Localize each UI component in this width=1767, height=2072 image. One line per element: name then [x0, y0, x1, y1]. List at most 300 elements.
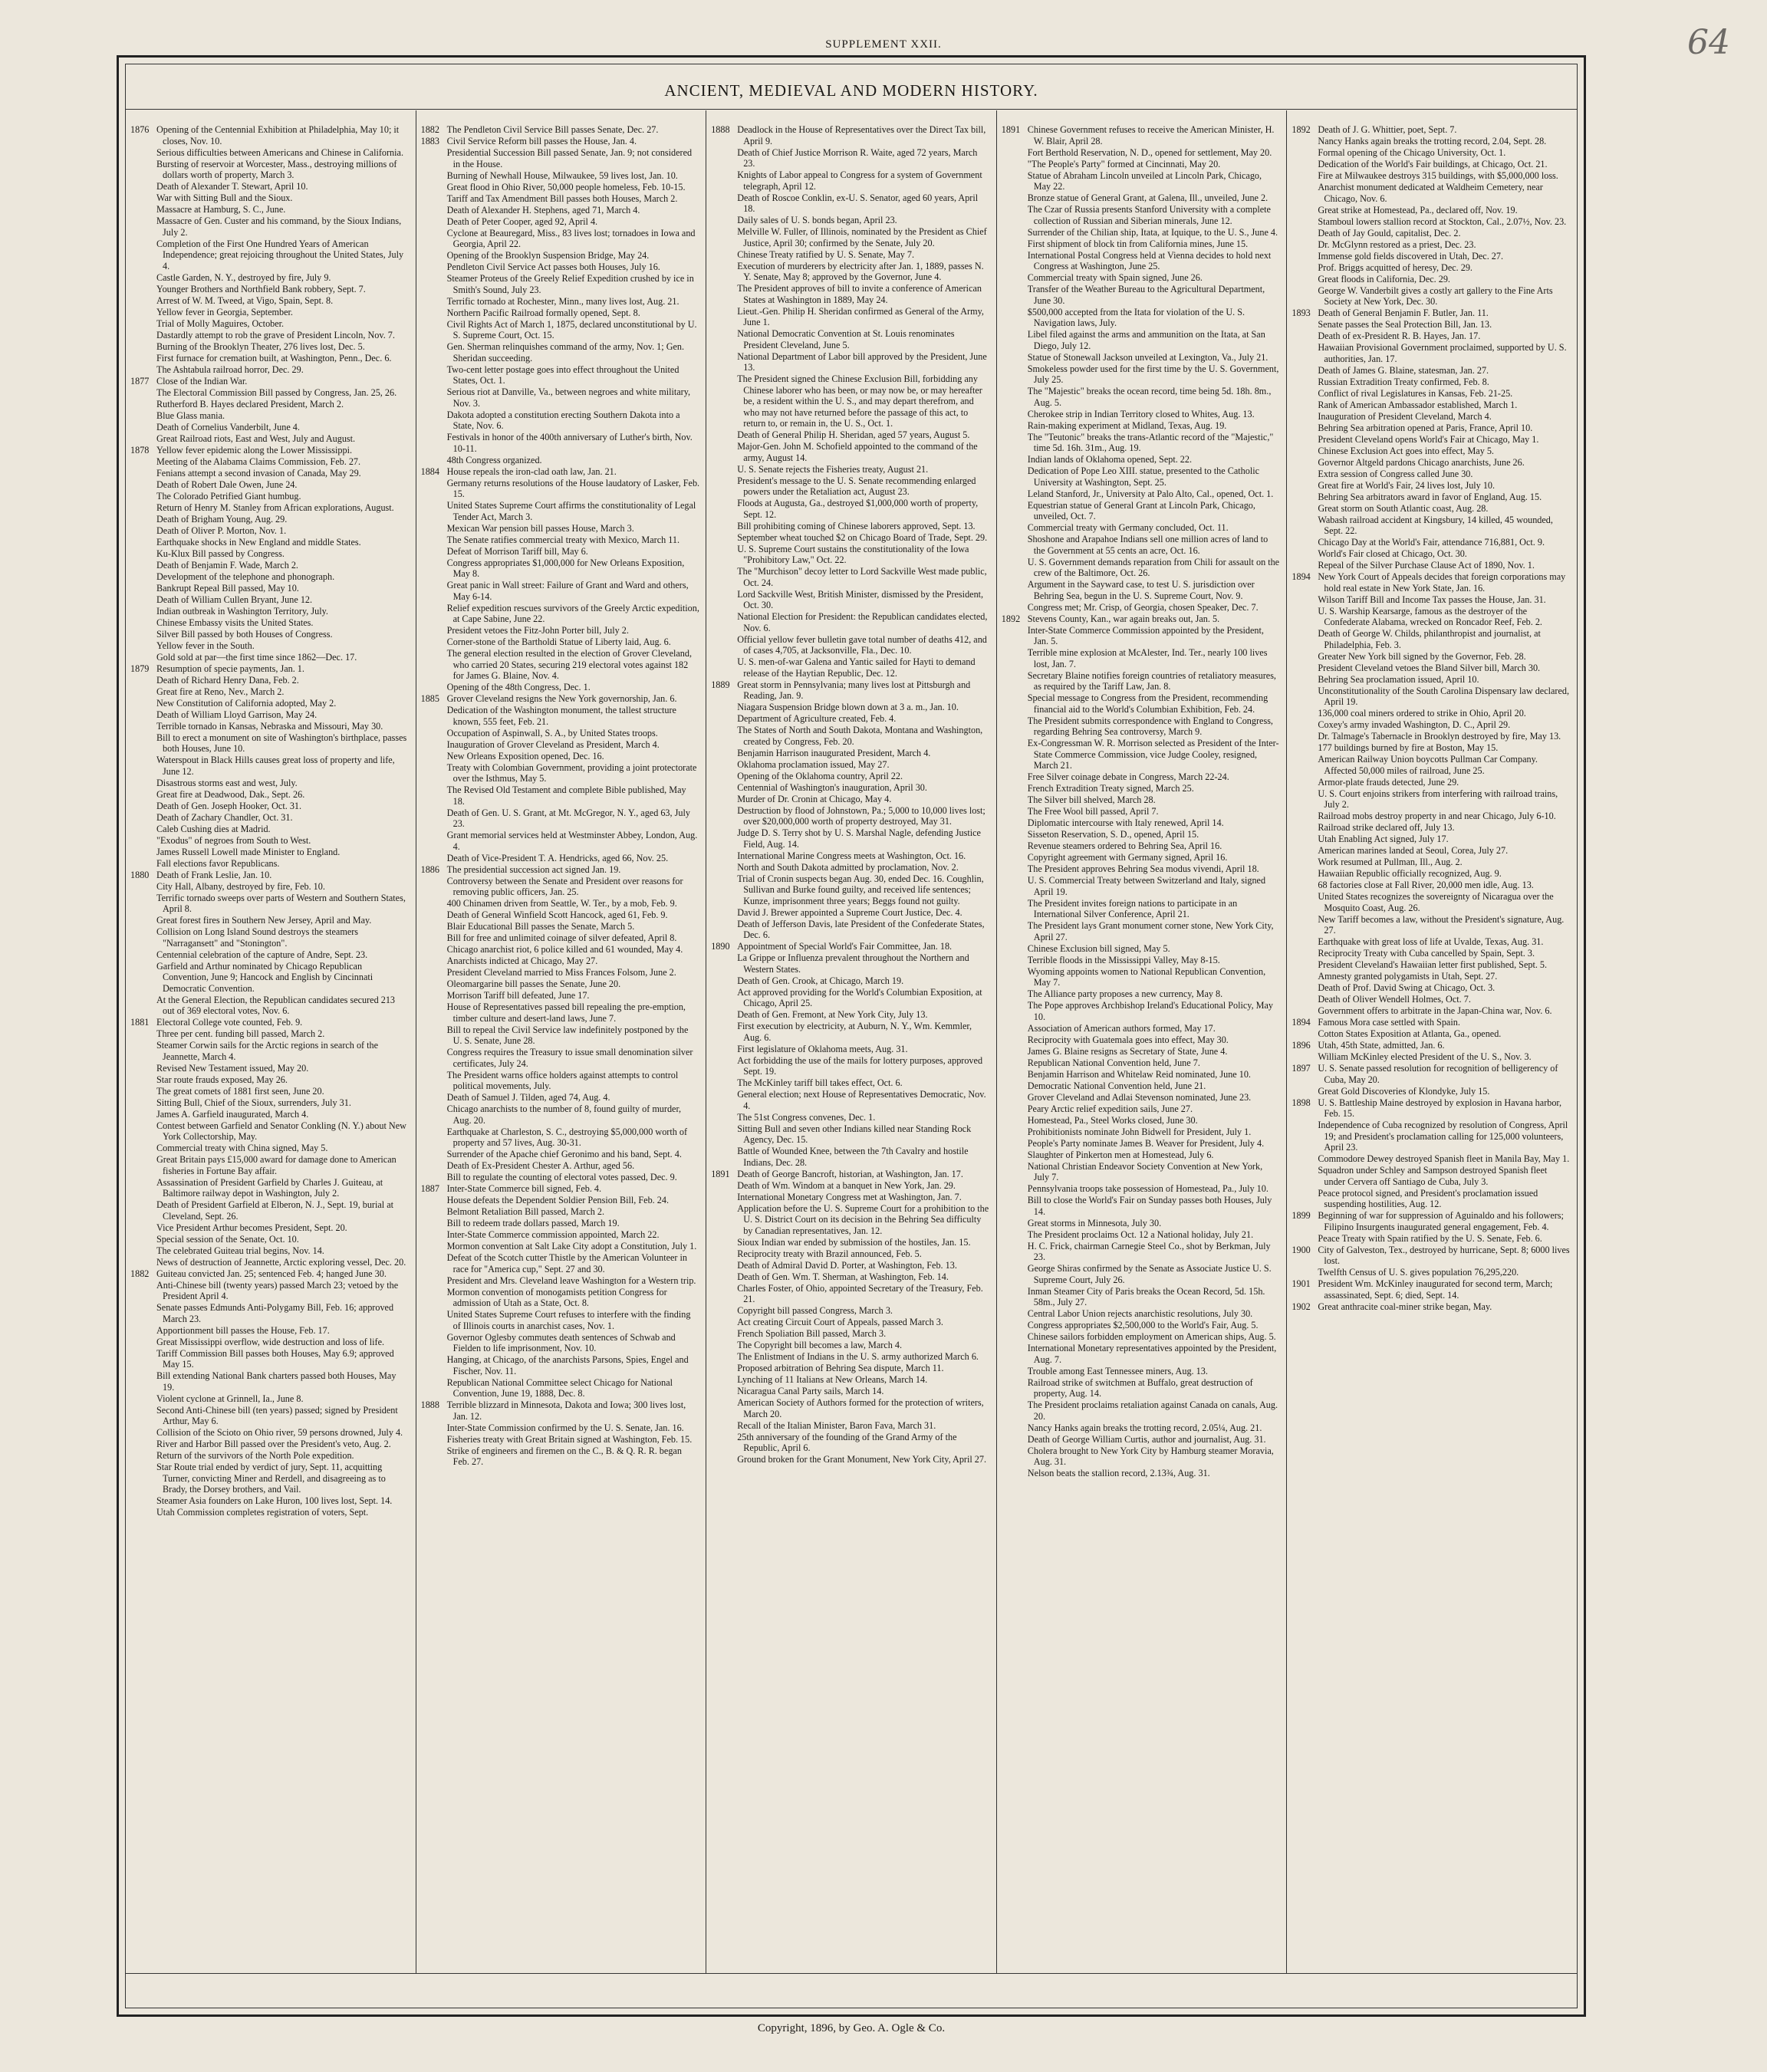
entry-text: The great comets of 1881 first seen, June 20. [156, 1085, 324, 1097]
entry-text: Assassination of President Garfield by Charles J. Guiteau, at Baltimore railway depot in Washington, July 2. [156, 1176, 383, 1199]
history-entry [1000, 1331, 1281, 1343]
history-entry [1000, 1092, 1281, 1103]
history-entry [709, 1123, 990, 1146]
entry-year: 1885 [420, 693, 439, 704]
entry-text: Republican National Committee select Chicago for National Convention, June 19, 1888, Dec. 8. [446, 1376, 673, 1399]
entry-text: Democratic National Convention held, June 21. [1027, 1080, 1206, 1091]
entry-text: Return of Henry M. Stanley from African explorations, August. [156, 502, 394, 513]
entry-year [709, 862, 737, 873]
entry-text: Mexican War pension bill passes House, March 3. [446, 522, 634, 534]
history-entry [1290, 469, 1571, 480]
entry-year [1290, 1005, 1318, 1017]
entry-text: Death of Jefferson Davis, late President of the Confederate States, Dec. 6. [737, 918, 985, 940]
entry-text: Terrific tornado at Rochester, Minn., many lives lost, Aug. 21. [446, 295, 679, 307]
history-entry [1290, 503, 1571, 515]
entry-text: New Orleans Exposition opened, Dec. 16. [446, 750, 604, 761]
entry-year [129, 1257, 156, 1268]
history-entry [1290, 788, 1571, 811]
entry-year [129, 640, 156, 652]
entry-year [1000, 1399, 1028, 1422]
entry-text: Serious difficulties between Americans and Chinese in California. [156, 146, 403, 158]
entry-year [129, 1393, 156, 1405]
entry-year [1290, 423, 1318, 434]
entry-year [1000, 159, 1028, 170]
history-entry [129, 640, 410, 652]
entry-year [129, 893, 156, 915]
history-entry [1000, 329, 1281, 351]
entry-text: Special session of the Senate, Oct. 10. [156, 1233, 299, 1245]
entry-text: Death of Robert Dale Owen, June 24. [156, 479, 298, 490]
entry-year [1000, 192, 1028, 204]
entry-text: Death of Oliver Wendell Holmes, Oct. 7. [1318, 994, 1471, 1005]
entry-text: La Grippe or Influenza prevalent throughout the Northern and Western States. [737, 952, 969, 975]
entry-year [420, 432, 447, 454]
entry-text: George W. Vanderbilt gives a costly art gallery to the Fine Arts Society at New York, Dec. 30. [1318, 284, 1553, 307]
entry-year [1290, 331, 1318, 342]
entry-text: Sioux Indian war ended by submission of the hostiles, Jan. 15. [737, 1236, 971, 1248]
history-entry [1000, 1399, 1281, 1422]
entry-year [709, 771, 737, 782]
entry-text: Sisseton Reservation, S. D., opened, April 15. [1027, 829, 1199, 840]
entry-text: Close of the Indian War. [156, 375, 248, 386]
history-entry [129, 617, 410, 629]
entry-text: Death of General Benjamin F. Butler, Jan. 11. [1318, 308, 1489, 318]
entry-year [709, 987, 737, 1009]
entry-text: Chicago anarchist riot, 6 police killed and 61 wounded, May 4. [446, 944, 683, 955]
entry-year [129, 629, 156, 640]
entry-text: Twelfth Census of U. S. gives population 76,295,220. [1318, 1267, 1519, 1278]
entry-year [1290, 411, 1318, 423]
history-entry [709, 941, 990, 952]
history-entry [1290, 1165, 1571, 1187]
entry-year [129, 675, 156, 686]
entry-year [129, 1040, 156, 1062]
history-entry [420, 739, 700, 751]
history-entry [129, 353, 410, 364]
entry-year [129, 295, 156, 307]
entry-year [709, 1260, 737, 1271]
history-entry [420, 228, 700, 250]
history-entry [1000, 284, 1281, 306]
history-entry [1000, 432, 1281, 454]
entry-text: The President invites foreign nations to participate in an International Silver Conference, April 21. [1027, 897, 1238, 919]
entry-year [1000, 488, 1028, 500]
entry-text: Bill to redeem trade dollars passed, March 19. [446, 1218, 620, 1228]
entry-text: Congress appropriates $1,000,000 for New Orleans Exposition, May 8. [446, 557, 685, 579]
history-entry [709, 634, 990, 656]
history-entry [1290, 205, 1571, 216]
entry-year [709, 464, 737, 475]
entry-year [1000, 1286, 1028, 1308]
entry-text: H. C. Frick, chairman Carnegie Steel Co., shot by Berkman, July 23. [1027, 1240, 1271, 1262]
entry-text: House repeals the iron-clad oath law, Jan. 21. [446, 465, 617, 477]
entry-year [420, 1070, 447, 1092]
entry-text: Waterspout in Black Hills causes great loss of property and life, June 12. [156, 755, 395, 777]
entry-year [1000, 1138, 1028, 1149]
history-entry [1290, 480, 1571, 492]
entry-year [129, 181, 156, 192]
history-entry [709, 226, 990, 248]
entry-year [129, 571, 156, 583]
entry-text: Daily sales of U. S. bonds began, April 23. [737, 215, 897, 225]
entry-text: Silver Bill passed by both Houses of Congress. [156, 628, 333, 640]
entry-year [420, 1275, 447, 1287]
entry-text: Government offers to arbitrate in the Japan-China war, Nov. 6. [1318, 1005, 1552, 1016]
history-entry [420, 580, 700, 602]
entry-year: 1886 [420, 863, 439, 875]
entry-text: First furnace for cremation built, at Washington, Penn., Dec. 6. [156, 352, 392, 363]
entry-year [420, 784, 447, 807]
history-entry [1000, 806, 1281, 817]
history-entry [709, 1340, 990, 1351]
entry-text: Death of Prof. David Swing at Chicago, Oct. 3. [1318, 982, 1496, 993]
entry-text: Governor Oglesby commutes death sentences of Schwab and Fielden to life imprisonment, Nov. 10. [446, 1331, 676, 1353]
entry-year [1290, 822, 1318, 834]
history-entry [1000, 875, 1281, 897]
entry-year [709, 147, 737, 169]
entry-text: "Exodus" of negroes from South to West. [156, 834, 311, 846]
history-entry [420, 636, 700, 648]
entry-year [1290, 515, 1318, 537]
history-entry [129, 204, 410, 215]
entry-year [1290, 228, 1318, 239]
entry-text: David J. Brewer appointed a Supreme Court Justice, Dec. 4. [737, 906, 962, 918]
entry-year [1290, 708, 1318, 719]
entry-text: Mormon convention of monogamists petition Congress for admission of Utah as a State, Oct. 8. [446, 1286, 667, 1308]
entry-year [709, 759, 737, 771]
entry-year [1290, 262, 1318, 274]
history-entry [1290, 708, 1571, 719]
entry-year: 1889 [711, 679, 730, 690]
entry-text: Wilson Tariff Bill and Income Tax passes the House, Jan. 31. [1318, 594, 1546, 605]
entry-text: Formal opening of the Chicago University, Oct. 1. [1318, 147, 1506, 158]
entry-year [1000, 238, 1028, 250]
entry-year [1290, 948, 1318, 959]
history-entry [420, 990, 700, 1001]
copyright-line: Copyright, 1896, by Geo. A. Ogle & Co. [757, 2022, 946, 2034]
entry-year: 1893 [1292, 308, 1311, 318]
history-entry [420, 1070, 700, 1092]
entry-year [1290, 136, 1318, 147]
entry-year [709, 441, 737, 463]
entry-text: New Constitution of California adopted, May 2. [156, 697, 337, 709]
entry-year [1290, 480, 1318, 492]
history-entry [420, 728, 700, 739]
title-rule [126, 109, 1577, 110]
history-entry [1290, 959, 1571, 971]
entry-year [1290, 388, 1318, 400]
history-entry [129, 1097, 410, 1109]
history-entry [1290, 159, 1571, 170]
entry-text: Bill to repeal the Civil Service law indefinitely postponed by the U. S. Senate, June 28. [446, 1024, 689, 1046]
history-entry [420, 807, 700, 830]
entry-text: Congress met; Mr. Crisp, of Georgia, chosen Speaker, Dec. 7. [1027, 601, 1259, 613]
entry-year [420, 534, 447, 546]
entry-year [709, 805, 737, 827]
history-entry [129, 1370, 410, 1393]
entry-year [129, 789, 156, 801]
history-entry [1000, 863, 1281, 875]
entry-text: Great floods in California, Dec. 29. [1318, 273, 1450, 284]
entry-year [129, 204, 156, 215]
history-entry [709, 249, 990, 261]
history-entry [129, 1154, 410, 1176]
history-entry [709, 124, 990, 146]
history-entry [1290, 492, 1571, 503]
entry-year: 1900 [1292, 1244, 1311, 1255]
entry-year [1000, 829, 1028, 840]
history-entry [1290, 1063, 1571, 1085]
entry-text: Great forest fires in Southern New Jersey, April and May. [156, 915, 372, 926]
entry-text: Congress requires the Treasury to issue small denomination silver certificates, July 24. [446, 1047, 693, 1069]
entry-text: Trial of Cronin suspects began Aug. 30, ended Dec. 16. Coughlin, Sullivan and Burke found guilty, and received life sentences; Kunze, imprisonment three years; Beggs found not guilty. [737, 873, 984, 906]
entry-year [420, 1218, 447, 1229]
history-entry [1000, 1126, 1281, 1138]
entry-year [1000, 1000, 1028, 1022]
entry-text: President's message to the U. S. Senate recommending enlarged powers under the Retaliation act, August 23. [737, 475, 976, 497]
history-entry [1290, 228, 1571, 239]
entry-year [709, 1420, 737, 1432]
entry-text: The Enlistment of Indians in the U. S. army authorized March 6. [737, 1351, 979, 1362]
history-entry [129, 893, 410, 915]
entry-year [129, 1325, 156, 1337]
entry-text: Massacre at Hamburg, S. C., June. [156, 204, 286, 215]
entry-text: Bronze statue of General Grant, at Galena, Ill., unveiled, June 2. [1027, 192, 1268, 203]
entry-year [420, 1149, 447, 1160]
history-entry [420, 853, 700, 864]
entry-year [709, 611, 737, 633]
entry-text: Knights of Labor appeal to Congress for a system of Government telegraph, April 12. [737, 169, 982, 192]
entry-text: Burning of Newhall House, Milwaukee, 59 lives lost, Jan. 10. [446, 169, 678, 181]
history-entry [1000, 1366, 1281, 1377]
history-entry [1290, 1245, 1571, 1267]
entry-year [709, 1237, 737, 1248]
entry-year [1000, 307, 1028, 329]
entry-text: Slaughter of Pinkerton men at Homestead, July 6. [1027, 1149, 1214, 1160]
entry-year [420, 1047, 447, 1069]
entry-year: 1890 [711, 941, 730, 952]
entry-year [1000, 1366, 1028, 1377]
history-entry [1290, 251, 1571, 262]
history-entry [420, 648, 700, 682]
entry-text: World's Fair closed at Chicago, Oct. 30. [1318, 548, 1467, 559]
entry-year: 1901 [1292, 1278, 1311, 1289]
entry-year [1290, 342, 1318, 364]
history-entry [709, 1305, 990, 1317]
entry-text: Rain-making experiment at Midland, Texas, Aug. 19. [1027, 419, 1227, 431]
entry-year [420, 478, 447, 500]
entry-year [420, 932, 447, 944]
entry-text: National Christian Endeavor Society Convention at New York, July 7. [1027, 1160, 1263, 1182]
entry-text: Secretary Blaine notifies foreign countries of retaliatory measures, as required by the Tariff Law, Jan. 8. [1027, 669, 1276, 692]
history-entry [709, 611, 990, 633]
entry-year [129, 1028, 156, 1040]
entry-text: Amnesty granted polygamists in Utah, Sept. 27. [1318, 971, 1498, 982]
entry-year [420, 830, 447, 852]
entry-year [129, 537, 156, 548]
entry-year [420, 728, 447, 739]
entry-year [1290, 377, 1318, 388]
entry-text: Senate passes the Seal Protection Bill, Jan. 13. [1318, 319, 1492, 330]
entry-text: 400 Chinamen driven from Seattle, W. Ter., by a mob, Feb. 9. [446, 898, 677, 909]
entry-text: Death of General Philip H. Sheridan, aged 57 years, August 5. [737, 429, 970, 440]
history-entry [1290, 239, 1571, 251]
entry-year [129, 1495, 156, 1507]
history-entry [1290, 377, 1571, 388]
entry-year [129, 147, 156, 159]
history-entry [1000, 771, 1281, 783]
entry-year [1000, 1069, 1028, 1080]
entry-text: Great Railroad riots, East and West, July and August. [156, 432, 356, 444]
entry-text: Dr. McGlynn restored as a priest, Dec. 23. [1318, 238, 1476, 250]
entry-text: General election; next House of Representatives Democratic, Nov. 4. [737, 1089, 986, 1111]
entry-year [1290, 936, 1318, 948]
entry-year [129, 307, 156, 318]
entry-text: "The People's Party" formed at Cincinnati, May 20. [1027, 158, 1221, 169]
entry-text: Hanging, at Chicago, of the anarchists Parsons, Spies, Engel and Fischer, Nov. 11. [446, 1354, 689, 1376]
history-entry [129, 525, 410, 537]
entry-text: Morrison Tariff bill defeated, June 17. [446, 990, 590, 1001]
history-entry [129, 583, 410, 594]
entry-year [420, 967, 447, 978]
history-entry [420, 466, 700, 478]
history-entry [1290, 182, 1571, 204]
entry-year [129, 1507, 156, 1518]
history-entry [1290, 548, 1571, 560]
entry-text: The Silver bill shelved, March 28. [1027, 794, 1156, 805]
column-2 [416, 110, 707, 1974]
entry-year [1000, 898, 1028, 920]
history-entry [420, 193, 700, 205]
history-entry [420, 1287, 700, 1309]
history-entry [1290, 319, 1571, 331]
history-entry [1000, 238, 1281, 250]
history-entry [1000, 966, 1281, 988]
entry-year [709, 1044, 737, 1055]
entry-text: James A. Garfield inaugurated, March 4. [156, 1108, 309, 1120]
history-entry [129, 698, 410, 709]
entry-year [420, 1126, 447, 1149]
entry-year [129, 732, 156, 755]
entry-year [1290, 1153, 1318, 1165]
history-entry [1290, 1301, 1571, 1313]
entry-year [709, 1192, 737, 1203]
history-entry [1290, 515, 1571, 537]
entry-text: Shoshone and Arapahoe Indians sell one million acres of land to the Government at 55 cents an acre, Oct. 16. [1027, 534, 1268, 556]
history-entry [709, 498, 990, 520]
entry-text: The President signed the Chinese Exclusion Bill, forbidding any Chinese laborer who has been, or may now be, or may hereafter be, a resident within the U. S., and may depart therefrom, and who may not have returned before the passage of this act, to return to, or remain in, the U. S., Oct. 1. [737, 373, 982, 429]
entry-year: 1892 [1001, 613, 1021, 624]
history-entry [709, 1283, 990, 1305]
entry-year [129, 422, 156, 433]
history-entry [1290, 457, 1571, 469]
entry-year [129, 1074, 156, 1086]
entry-year [129, 284, 156, 295]
entry-year [709, 1328, 737, 1340]
entry-text: Death of Roscoe Conklin, ex-U. S. Senator, aged 60 years, April 18. [737, 192, 979, 214]
entry-year [129, 594, 156, 606]
entry-year [709, 226, 737, 248]
entry-year [129, 709, 156, 721]
entry-text: The Pope approves Archbishop Ireland's Educational Policy, May 10. [1027, 1000, 1274, 1022]
history-entry [1000, 692, 1281, 715]
entry-year: 1884 [420, 465, 439, 477]
entry-year [1000, 1241, 1028, 1263]
history-entry [1000, 1161, 1281, 1183]
history-entry [1290, 331, 1571, 342]
history-entry [420, 1399, 700, 1422]
entry-text: Opening of the Brooklyn Suspension Bridge, May 24. [446, 250, 650, 261]
entry-text: Indian outbreak in Washington Territory, July. [156, 605, 328, 617]
history-entry [709, 656, 990, 679]
entry-year [129, 364, 156, 376]
entry-text: James G. Blaine resigns as Secretary of State, June 4. [1027, 1045, 1228, 1057]
entry-year [1000, 863, 1028, 875]
entry-year [420, 955, 447, 967]
history-entry [1000, 1263, 1281, 1285]
entry-year [709, 1305, 737, 1317]
entry-year: 1887 [420, 1183, 439, 1194]
entry-year [1000, 170, 1028, 192]
history-entry [1000, 1149, 1281, 1161]
entry-text: Festivals in honor of the 400th anniversary of Luther's birth, Nov. 10-11. [446, 432, 693, 454]
entry-year [1000, 1218, 1028, 1229]
entry-text: The Free Wool bill passed, April 7. [1027, 806, 1159, 817]
entry-year: 1881 [130, 1017, 150, 1028]
supplement-label: SUPPLEMENT XXII. [825, 38, 942, 51]
entry-text: 48th Congress organized. [446, 454, 542, 465]
entry-year [709, 261, 737, 283]
entry-year [709, 1248, 737, 1260]
history-entry [1290, 342, 1571, 364]
history-entry [129, 675, 410, 686]
entry-text: Bill extending National Bank charters passed both Houses, May 19. [156, 1370, 397, 1393]
history-entry [709, 1397, 990, 1419]
entry-text: Unconstitutionality of the South Carolina Dispensary law declared, April 19. [1318, 685, 1570, 707]
entry-year [420, 625, 447, 636]
entry-text: Proposed arbitration of Behring Sea dispute, March 11. [737, 1363, 944, 1373]
entry-text: Prohibitionists nominate John Bidwell for President, July 1. [1027, 1126, 1252, 1137]
history-entry [420, 1218, 700, 1229]
entry-year: 1894 [1292, 1017, 1311, 1028]
history-entry [709, 1271, 990, 1283]
entry-year [709, 1351, 737, 1363]
entry-text: Famous Mora case settled with Spain. [1318, 1017, 1460, 1028]
history-entry [420, 534, 700, 546]
entry-year: 1880 [130, 869, 150, 880]
entry-text: Blue Glass mania. [156, 409, 225, 421]
entry-year [709, 1432, 737, 1454]
history-entry [1000, 1218, 1281, 1229]
history-entry [709, 1112, 990, 1123]
history-entry [129, 881, 410, 893]
entry-text: Extra session of Congress called June 30. [1318, 468, 1473, 479]
entry-text: The 51st Congress convenes, Dec. 1. [737, 1111, 876, 1123]
entry-year [1290, 834, 1318, 845]
history-entry [1000, 159, 1281, 170]
entry-text: Chicago Day at the World's Fair, attendance 716,881, Oct. 9. [1318, 537, 1545, 548]
history-entry [129, 961, 410, 995]
entry-text: International Postal Congress held at Vienna decides to hold next Congress at Washington, June 25. [1027, 249, 1272, 271]
entry-year [1000, 1023, 1028, 1034]
entry-text: Death of Gen. Wm. T. Sherman, at Washington, Feb. 14. [737, 1271, 949, 1282]
entry-text: Peace protocol signed, and President's proclamation issued suspending hostilities, Aug. 12. [1318, 1187, 1538, 1209]
entry-text: The Pendleton Civil Service Bill passes Senate, Dec. 27. [446, 124, 659, 135]
entry-year [709, 1340, 737, 1351]
history-entry [129, 801, 410, 812]
entry-year [420, 386, 447, 409]
entry-year [1000, 1183, 1028, 1195]
